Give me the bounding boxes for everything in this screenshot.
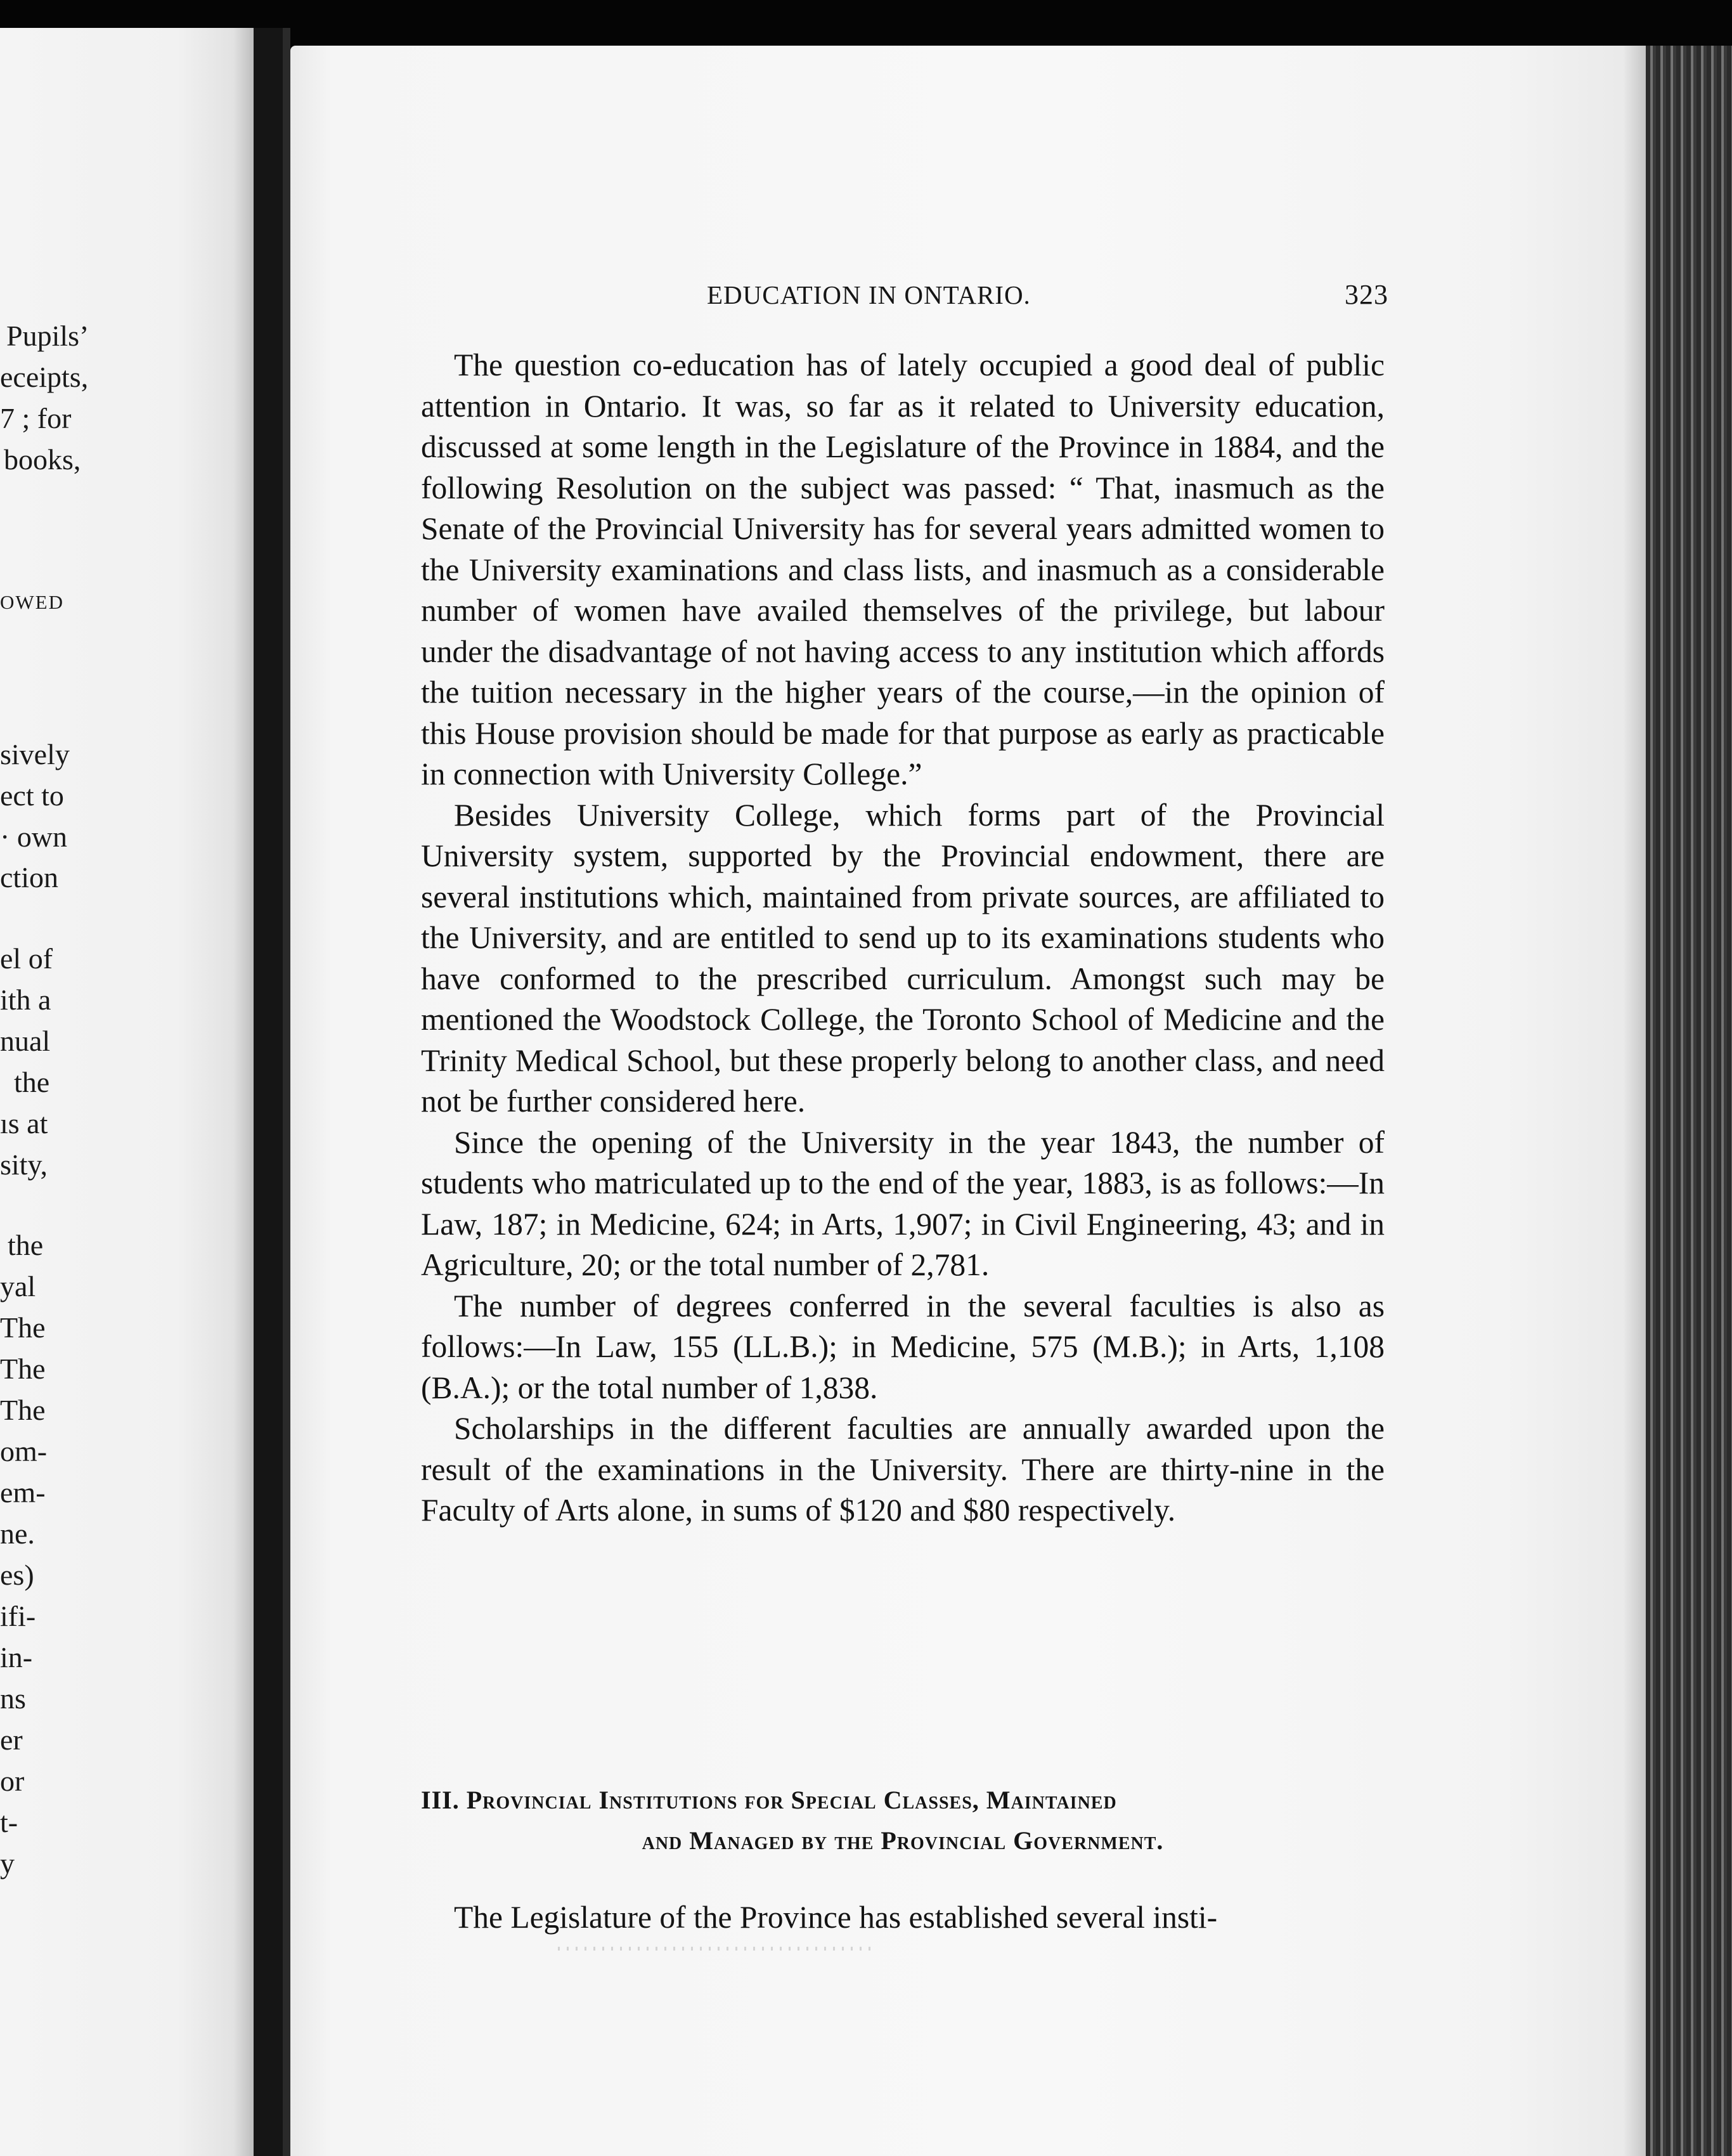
left-fragment: the xyxy=(8,1229,44,1261)
paragraph: Scholarships in the different faculties are annually awarded upon the result of the examinations in the University. There are thirty-nine in the Faculty of Arts alone, in sums of $120 and $80 respectively. xyxy=(421,1411,1385,1528)
page-number: 323 xyxy=(1345,279,1388,310)
left-fragment: in- xyxy=(0,1641,33,1673)
left-fragment: sively xyxy=(0,738,70,770)
left-fragment: ıs at xyxy=(0,1107,48,1140)
closing-line: The Legislature of the Province has established several insti- xyxy=(454,1900,1218,1935)
paragraph: The number of degrees conferred in the several faculties is also as follows:—In Law, 155 (LL.B.); in Medicine, 575 (M.B.); in Arts, 1,108 (B.A.); or the total number of 1,838. xyxy=(421,1288,1385,1405)
stacked-page-edges xyxy=(1646,46,1732,2156)
left-fragment: 7 ; for xyxy=(0,402,72,434)
left-fragment: or xyxy=(0,1765,25,1797)
left-fragment: Pupils’ xyxy=(6,320,89,352)
left-fragment: yal xyxy=(0,1270,36,1302)
paragraph: Besides University College, which forms part of the Provincial University system, supported by the Provincial endowment, there are several institutions which, maintained from private sources, are affiliated to the University, and are entitled to send up to its examinations students who have conformed to the prescribed curriculum. Amongst such may be mentioned the Woodstock College, the Toronto School of Medicine and the Trinity Medical School, but these properly belong to another class, and need not be further considered here. xyxy=(421,797,1385,1119)
left-fragment: the xyxy=(14,1066,50,1098)
paragraph: Since the opening of the University in the year 1843, the number of students who matriculated up to the end of the year, 1883, is as follows:—In Law, 187; in Medicine, 624; in Arts, 1,907; in Civil Engineering, 43; and in Agriculture, 20; or the total number of 2,781. xyxy=(421,1124,1385,1282)
left-fragment: es) xyxy=(0,1559,34,1591)
left-fragment: nual xyxy=(0,1025,51,1057)
left-fragment: ne. xyxy=(0,1517,35,1550)
left-fragment: y xyxy=(0,1847,15,1880)
left-fragment: ns xyxy=(0,1682,26,1715)
left-fragment: ifi- xyxy=(0,1600,36,1632)
gutter-edge xyxy=(283,28,290,2156)
bleed-through-marks xyxy=(558,1947,875,1951)
left-fragment: · own xyxy=(0,821,68,853)
left-fragment: ith a xyxy=(0,984,51,1016)
left-fragment: ect to xyxy=(0,779,64,812)
body-text xyxy=(421,345,1385,1531)
section-heading-line: and Managed by the Provincial Government. xyxy=(642,1826,1164,1855)
left-fragment: sity, xyxy=(0,1148,48,1181)
left-fragment: The xyxy=(0,1394,46,1426)
left-fragment: om- xyxy=(0,1435,48,1467)
left-fragment: el of xyxy=(0,942,53,975)
section-heading-line: III. Provincial Institutions for Special Classes, Maintained xyxy=(421,1786,1117,1814)
left-fragment: t- xyxy=(0,1806,18,1838)
left-fragment: OWED xyxy=(0,591,64,613)
section-heading xyxy=(421,1780,1385,1861)
left-fragment: books, xyxy=(4,443,81,476)
paragraph: The question co-education has of lately occupied a good deal of public attention in Ontario. It was, so far as it related to University education, discussed at some length in the Legislature of the Province in 1884, and the following Resolution on the subject was passed: “ That, inasmuch as the Senate of the Provincial University has for several years admitted women to the University examinations and class lists, and inasmuch as a considerable number of women have availed themselves of the privilege, but labour under the disadvantage of not having access to any institution which affords the tuition necessary in the higher years of the course,—in the opinion of this House provision should be made for that purpose as early as practicable in connection with University College.” xyxy=(421,347,1385,791)
left-fragment: The xyxy=(0,1353,46,1385)
left-fragment: er xyxy=(0,1724,23,1756)
left-fragment: em- xyxy=(0,1476,46,1509)
left-fragment: The xyxy=(0,1311,46,1344)
running-head-title: EDUCATION IN ONTARIO. xyxy=(707,280,1031,309)
left-fragment: ction xyxy=(0,861,58,893)
left-fragment: eceipts, xyxy=(0,361,89,393)
